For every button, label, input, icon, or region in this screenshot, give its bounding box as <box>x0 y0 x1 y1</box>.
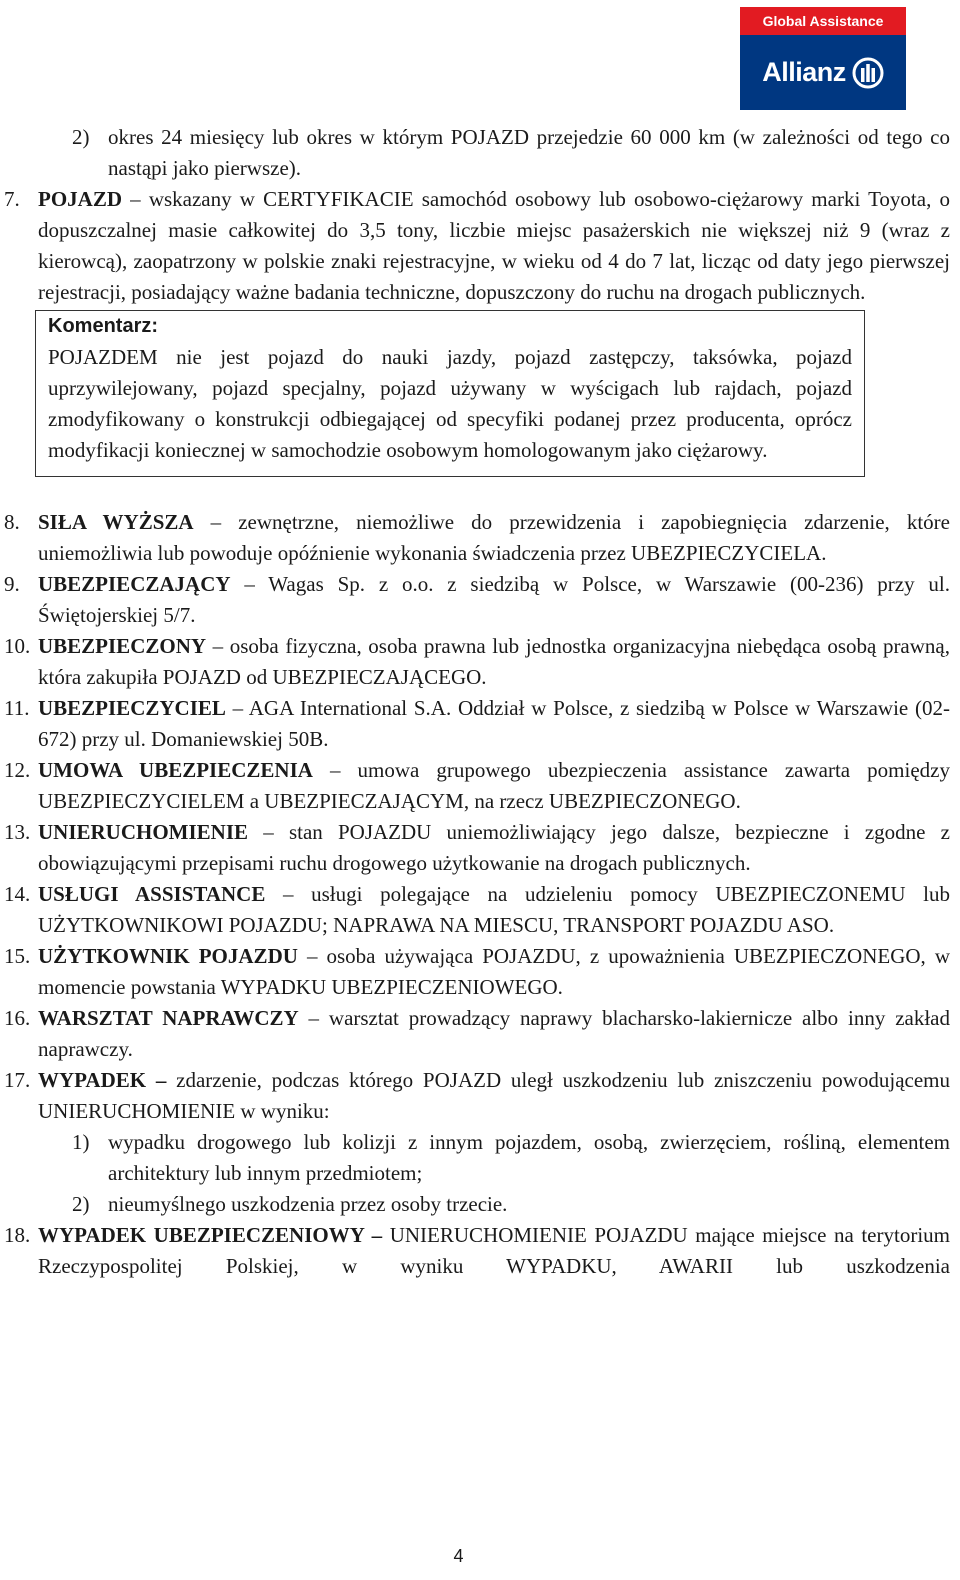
definition-term: UMOWA UBEZPIECZENIA <box>38 758 313 782</box>
definition-term: UŻYTKOWNIK POJAZDU <box>38 944 298 968</box>
definition-number: 16. <box>4 1006 31 1030</box>
definition-text: – wskazany w CERTYFIKACIE samochód osobowy lub osobowo-ciężarowy marki Toyota, o dopuszczalnej masie całkowitej do 3,5 tony, liczbie miejsc pasażerskich nie większej niż 9 (wraz z kierowcą), zaopatrzony w polskie znaki rejestracyjne, w wieku od 4 do 7 lat, licząc od daty jego pierwszej rejestracji, posiadający ważne badania techniczne, dopuszczony do ruchu na drogach publicznych. <box>38 187 950 304</box>
definition-number: 9. <box>4 572 20 596</box>
logo-brand-text: Allianz <box>762 57 846 87</box>
definition-number: 8. <box>4 510 20 534</box>
definition-body <box>38 507 950 569</box>
logo-top-text: Global Assistance <box>740 7 906 35</box>
definition-number: 11. <box>4 696 30 720</box>
definition-body <box>38 817 950 879</box>
intro-list-item <box>0 122 960 184</box>
definition-text: – umowa grupowego ubezpieczenia assistance zawarta pomiędzy UBEZPIECZYCIELEM a UBEZPIECZAJĄCYM, na rzecz UBEZPIECZONEGO. <box>38 758 950 813</box>
definition-term: WYPADEK UBEZPIECZENIOWY – <box>38 1223 383 1247</box>
definition-item <box>0 1065 960 1127</box>
definition-text: – AGA International S.A. Oddział w Polsce, z siedzibą w Polsce w Warszawie (02-672) przy ul. Domaniewskiej 50B. <box>38 696 950 751</box>
definition-item <box>0 817 960 879</box>
sub-list-item <box>0 1189 960 1220</box>
definition-text: – osoba fizyczna, osoba prawna lub jednostka organizacyjna niebędąca osobą prawną, która zakupiła POJAZD od UBEZPIECZAJĄCEGO. <box>38 634 950 689</box>
definition-text: – osoba używająca POJAZDU, z upoważnienia UBEZPIECZONEGO, w momencie powstania WYPADKU UBEZPIECZENIOWEGO. <box>38 944 950 999</box>
definition-body <box>38 755 950 817</box>
definition-item-7 <box>0 184 960 308</box>
page-number: 4 <box>453 1546 464 1566</box>
definition-item <box>0 879 960 941</box>
list-item-text: nieumyślnego uszkodzenia przez osoby trzecie. <box>108 1192 508 1216</box>
definition-text: zdarzenie, podczas którego POJAZD uległ uszkodzeniu lub zniszczeniu powodującemu UNIERUCHOMIENIE w wyniku: <box>38 1068 950 1123</box>
definition-item <box>0 941 960 1003</box>
definition-body <box>38 631 950 693</box>
definition-item <box>0 1003 960 1065</box>
definition-number: 12. <box>4 758 31 782</box>
definition-text: – usługi polegające na udzieleniu pomocy UBEZPIECZONEMU lub UŻYTKOWNIKOWI POJAZDU; NAPRAWA NA MIESCU, TRANSPORT POJAZDU ASO. <box>38 882 950 937</box>
comment-box <box>35 310 865 477</box>
definition-text: – stan POJAZDU uniemożliwiający jego dalsze, bezpieczne i zgodne z obowiązującymi przepisami ruchu drogowego użytkowanie na drogach publicznych. <box>38 820 950 875</box>
definition-item <box>0 569 960 631</box>
definition-term: POJAZD <box>38 187 122 211</box>
definition-text: – warsztat prowadzący naprawy blacharsko-lakiernicze albo inny zakład naprawczy. <box>38 1006 950 1061</box>
comment-title: Komentarz: <box>48 315 159 337</box>
definition-item-18 <box>0 1220 960 1282</box>
sub-list-item <box>0 1127 960 1189</box>
definition-number: 14. <box>4 882 31 906</box>
definition-term: SIŁA WYŻSZA <box>38 510 194 534</box>
definition-number: 7. <box>4 187 20 211</box>
definition-text: – zewnętrzne, niemożliwe do przewidzenia i zapobiegnięcia zdarzenie, które uniemożliwia lub powoduje opóźnienie wykonania świadczenia przez UBEZPIECZYCIELA. <box>38 510 950 565</box>
list-number: 2) <box>72 1192 90 1216</box>
definition-term: UNIERUCHOMIENIE <box>38 820 249 844</box>
definition-item <box>0 693 960 755</box>
definition-number: 15. <box>4 944 31 968</box>
definition-body <box>38 941 950 1003</box>
definition-number: 13. <box>4 820 31 844</box>
logo-brand-area <box>740 35 906 110</box>
definition-term: WYPADEK – <box>38 1068 167 1092</box>
definition-term: WARSZTAT NAPRAWCZY <box>38 1006 299 1030</box>
definition-item <box>0 631 960 693</box>
document-content <box>0 122 960 1282</box>
definition-number: 18. <box>4 1223 31 1247</box>
definition-number: 10. <box>4 634 31 658</box>
list-number: 1) <box>72 1130 90 1154</box>
definition-text: – Wagas Sp. z o.o. z siedzibą w Polsce, w Warszawie (00-236) przy ul. Świętojerskiej 5/7. <box>38 572 950 627</box>
definition-body <box>38 184 950 308</box>
definition-term: UBEZPIECZAJĄCY <box>38 572 231 596</box>
definition-item <box>0 755 960 817</box>
definition-term: USŁUGI ASSISTANCE <box>38 882 266 906</box>
definition-number: 17. <box>4 1068 31 1092</box>
definition-body <box>38 1065 950 1127</box>
definition-body <box>38 569 950 631</box>
definition-body <box>38 1003 950 1065</box>
definition-text: UNIERUCHOMIENIE POJAZDU mające miejsce na terytorium Rzeczypospolitej Polskiej, w wyniku WYPADKU, AWARII lub uszkodzenia <box>38 1223 950 1278</box>
spacer <box>0 477 960 507</box>
list-number: 2) <box>72 125 90 149</box>
definition-body <box>38 879 950 941</box>
list-item-text: wypadku drogowego lub kolizji z innym pojazdem, osobą, zwierzęciem, rośliną, elementem architektury lub innym przedmiotem; <box>108 1130 950 1185</box>
list-item-text: okres 24 miesięcy lub okres w którym POJAZD przejedzie 60 000 km (w zależności od tego co nastąpi jako pierwsze). <box>108 125 950 180</box>
definition-item <box>0 507 960 569</box>
definition-term: UBEZPIECZYCIEL <box>38 696 226 720</box>
allianz-global-assistance-logo <box>740 7 906 110</box>
definition-body <box>38 1220 950 1282</box>
definition-body <box>38 693 950 755</box>
allianz-eagle-icon <box>852 57 884 89</box>
definition-term: UBEZPIECZONY <box>38 634 207 658</box>
comment-text: POJAZDEM nie jest pojazd do nauki jazdy, pojazd zastępczy, taksówka, pojazd uprzywilejowany, pojazd specjalny, pojazd używany w wyścigach lub rajdach, pojazd zmodyfikowany o konstrukcji odbiegającej od specyfiki podanej przez producenta, oprócz modyfikacji koniecznej w samochodzie osobowym homologowanym jako ciężarowy. <box>48 345 852 462</box>
